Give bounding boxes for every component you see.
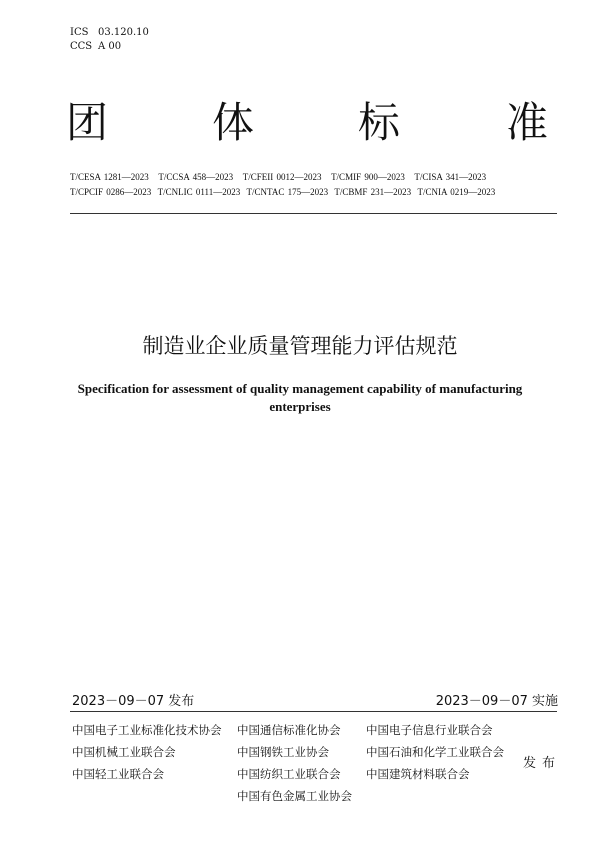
- organization: 中国纺织工业联合会: [237, 767, 341, 781]
- organization: 中国电子工业标准化技术协会: [72, 723, 222, 737]
- standard-code: T/CCSA 458—2023: [158, 172, 234, 182]
- standard-codes-row-1: [70, 170, 486, 185]
- standard-code: T/CMIF 900—2023: [331, 172, 405, 182]
- standard-codes-row-2: [70, 185, 495, 200]
- standard-code: T/CNIA 0219—2023: [417, 187, 496, 197]
- standard-code: T/CFEII 0012—2023: [242, 172, 322, 182]
- implementation-date: 2023－09－07 实施: [435, 694, 558, 709]
- publish-label: 发布: [523, 756, 562, 771]
- organization: 中国有色金属工业协会: [237, 789, 352, 803]
- ccs-line: [70, 40, 149, 54]
- standard-code: T/CESA 1281—2023: [70, 172, 149, 182]
- header-char-1: 团: [66, 98, 109, 147]
- ccs-value: A 00: [98, 41, 122, 52]
- ics-value: 03.120.10: [98, 27, 149, 38]
- standard-code: T/CNLIC 0111—2023: [157, 187, 241, 197]
- organization: 中国机械工业联合会: [72, 745, 176, 759]
- ics-line: [70, 26, 149, 40]
- header-divider: [70, 213, 557, 214]
- organization: 中国石油和化学工业联合会: [366, 745, 504, 759]
- footer-divider: [70, 711, 557, 712]
- standard-code: T/CPCIF 0286—2023: [70, 187, 152, 197]
- standard-code: T/CISA 341—2023: [414, 172, 487, 182]
- standard-code: T/CBMF 231—2023: [334, 187, 412, 197]
- organization: 中国钢铁工业协会: [237, 745, 329, 759]
- title-english-line-1: Specification for assessment of quality management capability of manufacturing: [77, 381, 523, 396]
- ccs-label: CCS: [70, 41, 93, 52]
- ics-label: ICS: [70, 27, 89, 38]
- header-char-4: 准: [506, 98, 549, 147]
- title-chinese: 制造业企业质量管理能力评估规范: [142, 334, 458, 358]
- header-char-2: 体: [212, 98, 255, 147]
- organization: 中国电子信息行业联合会: [366, 723, 493, 737]
- classification-block: [70, 26, 149, 54]
- organization: 中国建筑材料联合会: [366, 767, 470, 781]
- organization: 中国通信标准化协会: [237, 723, 341, 737]
- organization: 中国轻工业联合会: [72, 767, 164, 781]
- title-english-line-2: enterprises: [269, 399, 331, 414]
- issue-date: 2023－09－07 发布: [72, 694, 195, 709]
- standard-code: T/CNTAC 175—2023: [246, 187, 329, 197]
- header-char-3: 标: [358, 98, 401, 147]
